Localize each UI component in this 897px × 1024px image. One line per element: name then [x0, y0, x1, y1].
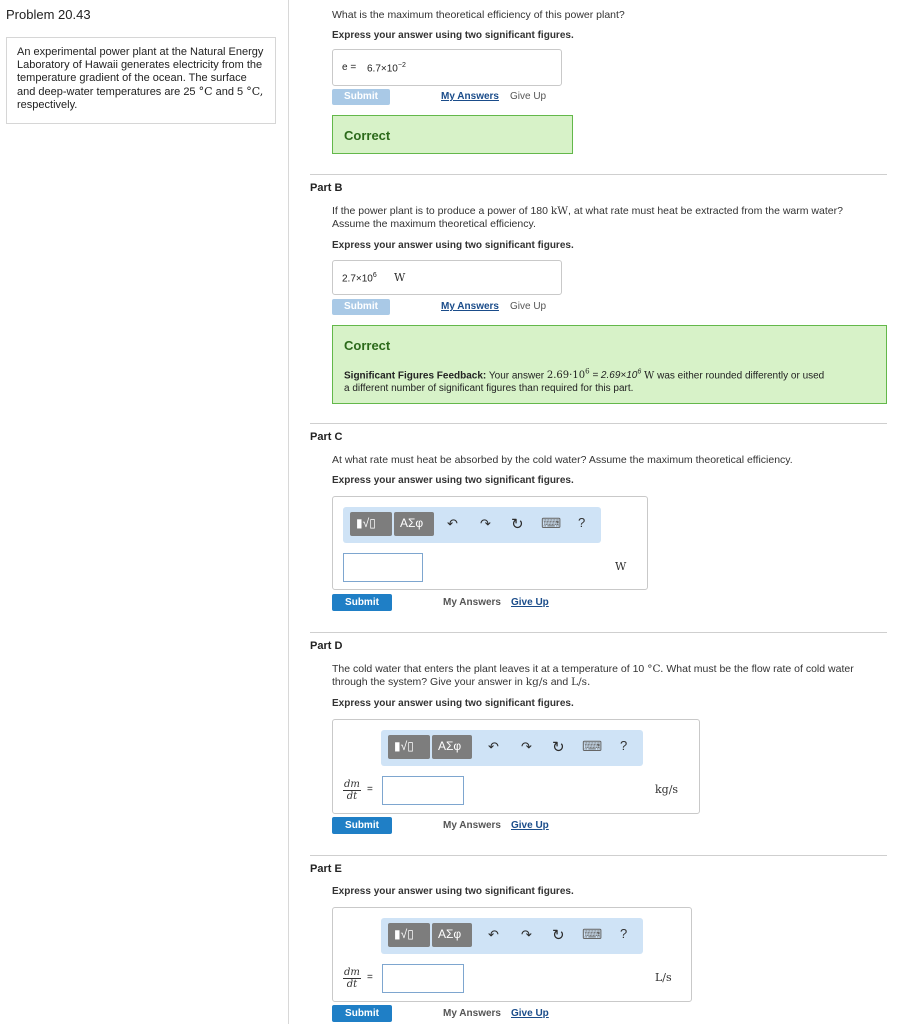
divider [310, 174, 887, 175]
part-a-submit-button[interactable]: Submit [332, 89, 390, 105]
part-c-give-up-link[interactable]: Give Up [511, 597, 549, 608]
correct-label: Correct [344, 128, 391, 143]
part-c-submit-button[interactable]: Submit [332, 594, 392, 611]
part-d-answer-editor [332, 719, 700, 814]
part-b-answer-value: $2.7\times 10^6$ [342, 272, 377, 285]
redo-icon[interactable]: ↷ [521, 927, 532, 942]
redo-icon[interactable]: ↷ [521, 739, 532, 754]
redo-icon[interactable]: ↷ [480, 516, 491, 531]
part-d-give-up-link[interactable]: Give Up [511, 820, 549, 831]
equals-sign: = [367, 972, 373, 983]
part-a-instruction: Express your answer using two significant figures. [332, 30, 574, 41]
column-divider [288, 0, 289, 1024]
reset-icon[interactable]: ↻ [552, 739, 565, 756]
problem-text: An experimental power plant at the Natural Energy Laboratory of Hawaii generates electricity from the temperature gradient of the ocean. The surface and deep-water temperatures are 25 [17, 46, 264, 98]
part-b-unit: W [394, 271, 406, 284]
part-e-unit: L/s [655, 971, 672, 984]
templates-button[interactable]: ▮√▯ [388, 923, 430, 947]
divider [310, 423, 887, 424]
divider [310, 632, 887, 633]
part-e-give-up-link[interactable]: Give Up [511, 1008, 549, 1019]
help-icon[interactable]: ? [578, 515, 586, 530]
part-a-answer-value: $6.7\times 10^{-2}$ [367, 62, 406, 75]
part-b-my-answers-link[interactable]: My Answers [441, 301, 499, 312]
part-c-unit: W [615, 560, 627, 573]
correct-label: Correct [344, 338, 391, 353]
help-icon[interactable]: ? [620, 926, 628, 941]
part-c-question: At what rate must heat be absorbed by the cold water? Assume the maximum theoretical efficiency. [332, 454, 793, 466]
math-toolbar [343, 507, 601, 543]
part-a-my-answers-link[interactable]: My Answers [441, 91, 499, 102]
templates-button[interactable]: ▮√▯ [350, 512, 392, 536]
part-d-answer-input[interactable] [382, 776, 464, 805]
dm-dt-fraction: dm dt [344, 779, 360, 802]
part-b-give-up-button[interactable]: Give Up [510, 301, 547, 312]
math-toolbar [381, 918, 643, 954]
part-c-answer-editor [332, 496, 648, 590]
sig-fig-feedback: Significant Figures Feedback: Your answer $2.69\cdot 10^6 = 2.69\times 10^6$ W was either rounded differently or used a different number of significant figures than required for this part. [344, 368, 825, 395]
undo-icon[interactable]: ↶ [447, 516, 458, 531]
part-a-correct-feedback [332, 115, 573, 154]
equals-sign: = [367, 784, 373, 795]
greek-symbols-button[interactable]: ΑΣφ [432, 735, 472, 759]
templates-button[interactable]: ▮√▯ [388, 735, 430, 759]
part-e-my-answers-button[interactable]: My Answers [443, 1008, 501, 1019]
divider [310, 855, 887, 856]
problem-text: respectively. [17, 99, 78, 111]
deg-unit: °C [198, 85, 213, 98]
keyboard-icon[interactable]: ⌨ [541, 515, 562, 531]
part-b-answer-box [332, 260, 562, 295]
keyboard-icon[interactable]: ⌨ [582, 738, 603, 754]
part-b-question: If the power plant is to produce a power of 180 kW, at what rate must heat be extracted from the warm water? Assume the maximum theoretical efficiency. [332, 205, 843, 230]
part-c-title: Part C [310, 431, 343, 443]
part-e-title: Part E [310, 863, 342, 875]
problem-title: Problem 20.43 [6, 7, 91, 22]
part-c-instruction: Express your answer using two significant figures. [332, 475, 574, 486]
greek-symbols-button[interactable]: ΑΣφ [394, 512, 434, 536]
undo-icon[interactable]: ↶ [488, 927, 499, 942]
part-c-answer-input[interactable] [343, 553, 423, 582]
part-d-title: Part D [310, 640, 343, 652]
part-b-submit-button[interactable]: Submit [332, 299, 390, 315]
part-e-submit-button[interactable]: Submit [332, 1005, 392, 1022]
part-d-question: The cold water that enters the plant leaves it at a temperature of 10 °C. What must be the flow rate of cold water through the system? Give your answer in kg/s and L/s. [332, 663, 854, 688]
deg-unit: °C, [246, 85, 264, 98]
part-a-question: What is the maximum theoretical efficiency of this power plant? [332, 9, 625, 21]
part-d-submit-button[interactable]: Submit [332, 817, 392, 834]
math-toolbar [381, 730, 643, 766]
keyboard-icon[interactable]: ⌨ [582, 926, 603, 942]
part-e-answer-input[interactable] [382, 964, 464, 993]
part-c-my-answers-button[interactable]: My Answers [443, 597, 501, 608]
problem-text: and 5 [215, 86, 244, 98]
greek-symbols-button[interactable]: ΑΣφ [432, 923, 472, 947]
undo-icon[interactable]: ↶ [488, 739, 499, 754]
help-icon[interactable]: ? [620, 738, 628, 753]
part-d-unit: kg/s [655, 783, 679, 796]
part-b-instruction: Express your answer using two significant figures. [332, 240, 574, 251]
dm-dt-fraction: dm dt [344, 967, 360, 990]
reset-icon[interactable]: ↻ [552, 927, 565, 944]
problem-statement [6, 37, 276, 124]
part-d-my-answers-button[interactable]: My Answers [443, 820, 501, 831]
part-d-instruction: Express your answer using two significant figures. [332, 698, 574, 709]
efficiency-var: e = [342, 62, 357, 73]
reset-icon[interactable]: ↻ [511, 516, 524, 533]
part-e-answer-editor [332, 907, 692, 1002]
part-a-answer-box [332, 49, 562, 86]
part-e-instruction: Express your answer using two significant figures. [332, 886, 574, 897]
part-b-title: Part B [310, 182, 343, 194]
part-a-give-up-button[interactable]: Give Up [510, 91, 547, 102]
part-b-correct-feedback [332, 325, 887, 404]
